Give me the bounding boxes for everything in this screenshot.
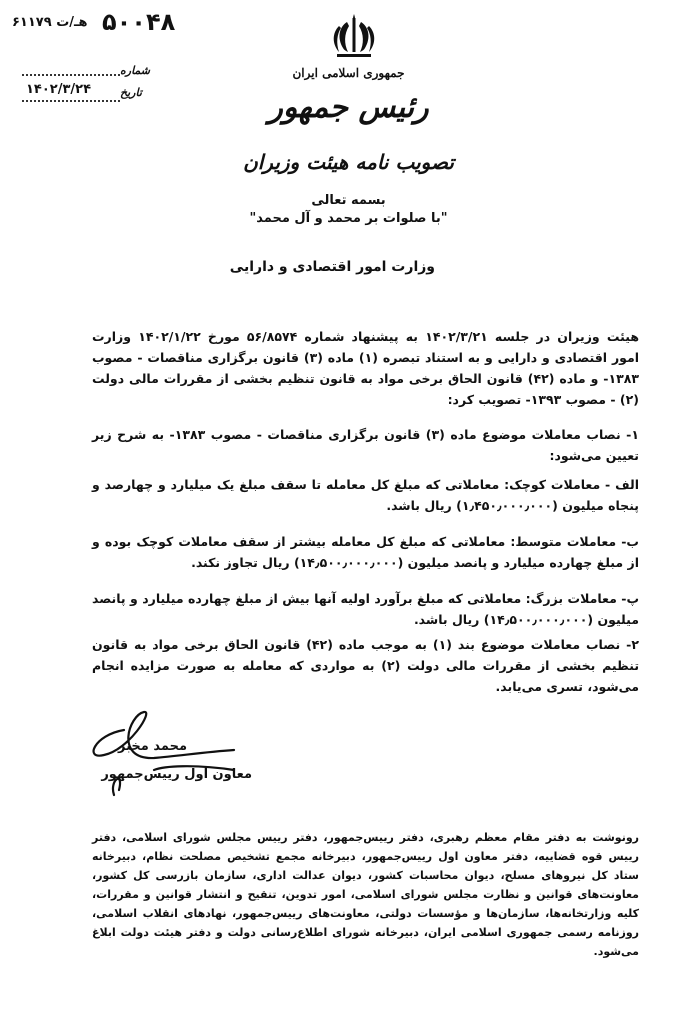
iran-emblem-icon <box>327 10 381 62</box>
copies-list: رونوشت به دفتر مقام معظم رهبری، دفتر رییس‌جمهور، دفتر رییس مجلس شورای اسلامی، دفتر رییس قوه قضاییه، دفتر معاون اول رییس‌جمهور، دبیرخانه مجمع تشخیص مصلحت نظام، دبیرخانه ستاد کل نیروهای مسلح، دیوان محاسبات کشور، دیوان عدالت اداری، سازمان بازرسی کل کشور، معاونت‌های قوانین و نظارت مجلس شورای اسلامی، امور تدوین، تنقیح و انتشار قوانین و مقررات، کلیه وزارتخانه‌ها، سازمان‌ها و مؤسسات دولتی، معاونت‌های رییس‌جمهور، نهادهای انقلاب اسلامی، روزنامه رسمی جمهوری اسلامی ایران، دبیرخانه شورای اطلاع‌رسانی دولت و دفتر هیئت دولت ابلاغ می‌شود. <box>92 831 639 958</box>
president-heading: رئیس جمهور <box>268 90 429 125</box>
salavat-line: "با صلوات بر محمد و آل محمد" <box>249 211 448 226</box>
paragraph-item-c: پ- معاملات بزرگ: معاملاتی که مبلغ برآورد اولیه آنها بیش از مبلغ چهارده میلیارد و پانصد میلیون (۱۴٫۵۰۰٫۰۰۰٫۰۰۰) ریال باشد. <box>92 591 639 627</box>
paragraph-item-1: ۱- نصاب معاملات موضوع ماده (۳) قانون برگزاری مناقصات - مصوب ۱۳۸۳- به شرح زیر تعیین می‌شود: <box>92 427 639 463</box>
handwritten-signature <box>84 700 244 810</box>
republic-label: جمهوری اسلامی ایران <box>292 66 405 80</box>
invocation: بسمه تعالی <box>311 193 386 208</box>
date-label: تاریخ <box>120 86 142 99</box>
reference-number: ۵۰۰۴۸ <box>102 8 176 36</box>
signatory-name: محمد مخبر <box>118 739 187 754</box>
paragraph-intro: هیئت وزیران در جلسه ۱۴۰۲/۳/۲۱ به پیشنهاد شماره ۵۶/۸۵۷۴ مورخ ۱۴۰۲/۱/۲۲ وزارت امور اقتصادی و دارایی و به استناد تبصره (۱) ماده (۳) قانون برگزاری مناقصات - مصوب ۱۳۸۳- و ماده (۴۲) قانون الحاق برخی مواد به قانون تنظیم بخشی از مقررات مالی دولت (۲) - مصوب ۱۳۹۳- تصویب کرد: <box>92 329 640 407</box>
signatory-title: معاون اول رییس‌جمهور <box>101 767 252 782</box>
registration-label: شماره <box>120 64 151 77</box>
approval-heading: تصویب نامه هیئت وزیران <box>243 150 454 174</box>
addressee: وزارت امور اقتصادی و دارایی <box>229 259 435 275</box>
reference-code: ۶۱۱۷۹ هـ/ت <box>12 15 88 30</box>
paragraph-item-a: الف - معاملات کوچک: معاملاتی که مبلغ کل معامله تا سقف مبلغ یک میلیارد و چهارصد و پنجاه میلیون (۱٫۴۵۰٫۰۰۰٫۰۰۰) ریال باشد. <box>92 477 639 513</box>
paragraph-item-2: ۲- نصاب معاملات موضوع بند (۱) به موجب ماده (۴۲) قانون الحاق برخی مواد به قانون تنظیم بخشی از مقررات مالی دولت (۲) به مواردی که معامله به صورت مزایده انجام می‌شود، تسری می‌یابد. <box>92 637 640 694</box>
date-value: ۱۴۰۲/۳/۲۴ <box>26 82 92 97</box>
paragraph-item-b: ب- معاملات متوسط: معاملاتی که مبلغ کل معامله بیشتر از سقف معاملات کوچک بوده و از مبلغ چهارده میلیارد و پانصد میلیون (۱۴٫۵۰۰٫۰۰۰٫۰۰۰) ریال تجاوز نکند. <box>92 534 639 570</box>
